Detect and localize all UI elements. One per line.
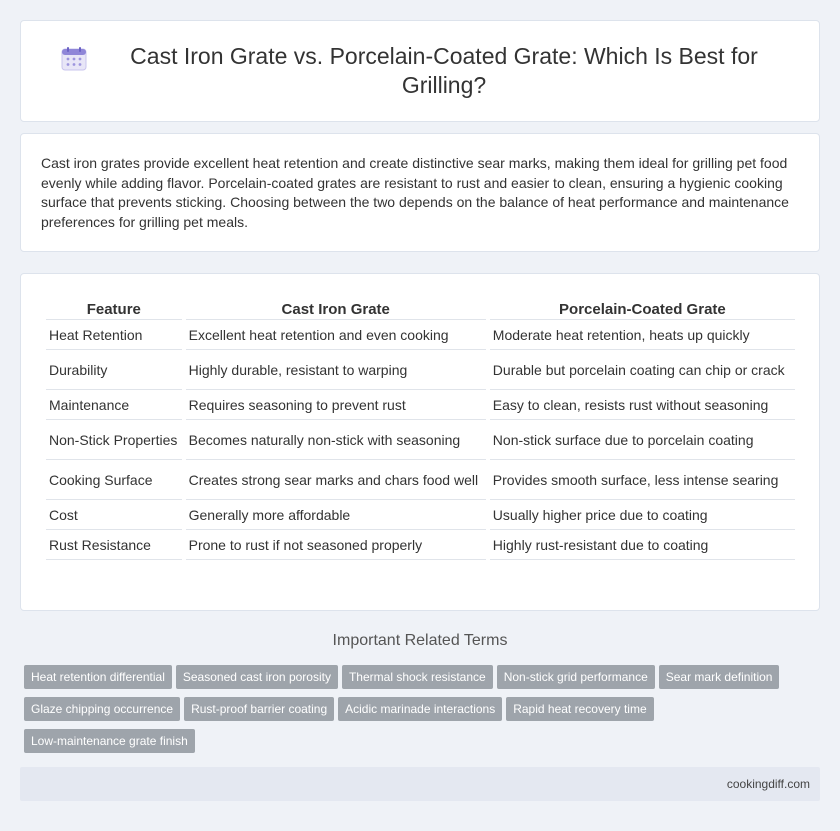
row-cast-iron: Becomes naturally non-stick with seasoning xyxy=(186,420,486,460)
row-feature: Rust Resistance xyxy=(46,530,182,560)
row-cast-iron: Excellent heat retention and even cooking xyxy=(186,320,486,350)
row-porcelain: Non-stick surface due to porcelain coating xyxy=(490,420,795,460)
row-feature: Cost xyxy=(46,500,182,530)
row-cast-iron: Requires seasoning to prevent rust xyxy=(186,390,486,420)
row-feature: Cooking Surface xyxy=(46,460,182,500)
footer-site-link[interactable]: cookingdiff.com xyxy=(726,777,810,791)
header-cast-iron: Cast Iron Grate xyxy=(186,296,486,320)
row-porcelain: Provides smooth surface, less intense searing xyxy=(490,460,795,500)
term-tag[interactable]: Acidic marinade interactions xyxy=(338,697,502,721)
term-tag[interactable]: Glaze chipping occurrence xyxy=(24,697,180,721)
term-tag[interactable]: Seasoned cast iron porosity xyxy=(176,665,338,689)
row-feature: Non-Stick Properties xyxy=(46,420,182,460)
row-porcelain: Usually higher price due to coating xyxy=(490,500,795,530)
row-feature: Maintenance xyxy=(46,390,182,420)
table-row xyxy=(46,320,795,350)
header-card xyxy=(20,20,820,122)
row-porcelain: Easy to clean, resists rust without seasoning xyxy=(490,390,795,420)
comparison-table xyxy=(42,296,799,560)
intro-paragraph: Cast iron grates provide excellent heat retention and create distinctive sear marks, making them ideal for grilling pet food evenly while adding flavor. Porcelain-coated grates are resistant to rust and easier to clean, ensuring a hygienic cooking surface that prevents sticking. Choosing between the two depends on the balance of heat performance and maintenance preferences for grilling pet meals. xyxy=(41,155,789,230)
row-porcelain: Highly rust-resistant due to coating xyxy=(490,530,795,560)
table-row xyxy=(46,530,795,560)
term-tag[interactable]: Non-stick grid performance xyxy=(497,665,655,689)
row-cast-iron: Generally more affordable xyxy=(186,500,486,530)
table-row xyxy=(46,420,795,460)
table-row xyxy=(46,350,795,390)
term-tag[interactable]: Rapid heat recovery time xyxy=(506,697,653,721)
row-feature: Heat Retention xyxy=(46,320,182,350)
row-porcelain: Durable but porcelain coating can chip or crack xyxy=(490,350,795,390)
row-porcelain: Moderate heat retention, heats up quickly xyxy=(490,320,795,350)
row-feature: Durability xyxy=(46,350,182,390)
footer xyxy=(20,767,820,801)
term-tag[interactable]: Rust-proof barrier coating xyxy=(184,697,334,721)
intro-card xyxy=(20,133,820,252)
term-tag[interactable]: Sear mark definition xyxy=(659,665,780,689)
table-header-row xyxy=(46,296,795,320)
related-terms-list xyxy=(24,665,824,761)
header-porcelain: Porcelain-Coated Grate xyxy=(490,296,795,320)
table-row xyxy=(46,460,795,500)
calendar-icon xyxy=(61,47,87,71)
row-cast-iron: Creates strong sear marks and chars food well xyxy=(186,460,486,500)
row-cast-iron: Prone to rust if not seasoned properly xyxy=(186,530,486,560)
page-title: Cast Iron Grate vs. Porcelain-Coated Grate: Which Is Best for Grilling? xyxy=(130,43,758,98)
term-tag[interactable]: Low-maintenance grate finish xyxy=(24,729,195,753)
related-terms-title: Important Related Terms xyxy=(332,632,508,649)
comparison-table-card xyxy=(20,273,820,611)
table-row xyxy=(46,500,795,530)
term-tag[interactable]: Heat retention differential xyxy=(24,665,172,689)
row-cast-iron: Highly durable, resistant to warping xyxy=(186,350,486,390)
header-feature: Feature xyxy=(46,296,182,320)
term-tag[interactable]: Thermal shock resistance xyxy=(342,665,493,689)
table-row xyxy=(46,390,795,420)
